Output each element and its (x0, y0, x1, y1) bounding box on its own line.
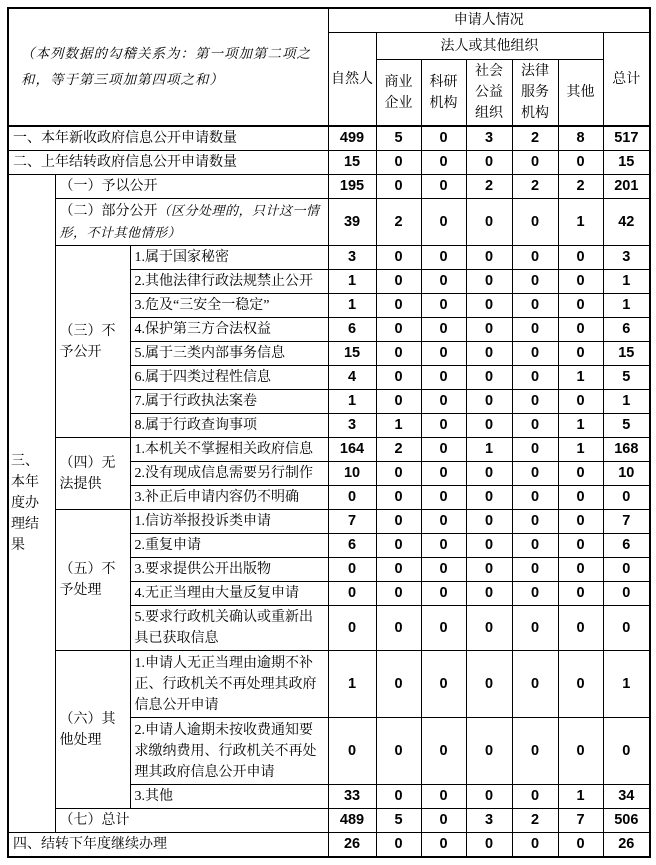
value-cell: 1 (328, 294, 376, 318)
value-cell: 0 (603, 718, 650, 785)
value-cell: 0 (512, 414, 558, 438)
value-cell: 10 (603, 462, 650, 486)
value-cell: 0 (512, 606, 558, 651)
value-cell: 0 (421, 809, 466, 833)
value-cell: 0 (376, 582, 421, 606)
value-cell: 0 (603, 486, 650, 510)
value-cell: 0 (421, 558, 466, 582)
value-cell: 0 (421, 606, 466, 651)
row-label: 7.属于行政执法案卷 (130, 390, 328, 414)
value-cell: 1 (328, 651, 376, 718)
value-cell: 39 (328, 199, 376, 246)
value-cell: 0 (466, 390, 512, 414)
value-cell: 0 (421, 342, 466, 366)
value-cell: 0 (376, 151, 421, 175)
value-cell: 15 (328, 151, 376, 175)
value-cell: 0 (558, 582, 603, 606)
value-cell: 517 (603, 126, 650, 151)
value-cell: 0 (376, 718, 421, 785)
value-cell: 15 (603, 151, 650, 175)
value-cell: 0 (421, 246, 466, 270)
value-cell: 10 (328, 462, 376, 486)
row-label: （一）予以公开 (55, 175, 328, 199)
col-header-applicant-status: 申请人情况 (328, 8, 650, 33)
value-cell: 0 (421, 534, 466, 558)
value-cell: 0 (376, 246, 421, 270)
value-cell: 0 (466, 510, 512, 534)
value-cell: 0 (512, 486, 558, 510)
value-cell: 1 (603, 270, 650, 294)
value-cell: 6 (603, 318, 650, 342)
value-cell: 5 (603, 366, 650, 390)
value-cell: 0 (558, 510, 603, 534)
value-cell: 0 (512, 438, 558, 462)
col-header-legal-org-group: 法人或其他组织 (376, 33, 603, 60)
value-cell: 0 (512, 534, 558, 558)
value-cell: 1 (558, 366, 603, 390)
value-cell: 0 (512, 151, 558, 175)
row-carried-to-next-year (8, 833, 650, 858)
value-cell: 0 (558, 486, 603, 510)
row-label: 1.属于国家秘密 (130, 246, 328, 270)
value-cell: 0 (466, 534, 512, 558)
value-cell: 0 (421, 486, 466, 510)
value-cell: 2 (512, 126, 558, 151)
value-cell: 0 (558, 606, 603, 651)
value-cell: 0 (466, 270, 512, 294)
row-granted-disclosure (8, 175, 650, 199)
value-cell: 0 (466, 342, 512, 366)
value-cell: 4 (328, 366, 376, 390)
value-cell: 15 (328, 342, 376, 366)
value-cell: 0 (466, 558, 512, 582)
row-label: 一、本年新收政府信息公开申请数量 (8, 126, 328, 151)
value-cell: 0 (558, 534, 603, 558)
value-cell: 3 (466, 809, 512, 833)
value-cell: 1 (466, 438, 512, 462)
value-cell: 0 (421, 175, 466, 199)
value-cell: 0 (376, 534, 421, 558)
value-cell: 3 (328, 414, 376, 438)
value-cell: 0 (558, 342, 603, 366)
header-row-1 (8, 8, 650, 33)
row-label (55, 199, 328, 246)
row-label: 3.其他 (130, 785, 328, 809)
value-cell: 0 (421, 462, 466, 486)
value-cell: 0 (421, 390, 466, 414)
value-cell: 42 (603, 199, 650, 246)
value-cell: 1 (603, 294, 650, 318)
value-cell: 0 (512, 270, 558, 294)
row-label: 3.补正后申请内容仍不明确 (130, 486, 328, 510)
row-label: 5.要求行政机关确认或重新出具已获取信息 (130, 606, 328, 651)
value-cell: 6 (603, 534, 650, 558)
row-label: 2.重复申请 (130, 534, 328, 558)
value-cell: 0 (466, 246, 512, 270)
value-cell: 0 (558, 390, 603, 414)
value-cell: 3 (466, 126, 512, 151)
row-subtotal (8, 809, 650, 833)
value-cell: 0 (376, 606, 421, 651)
value-cell: 0 (421, 582, 466, 606)
value-cell: 0 (328, 486, 376, 510)
value-cell: 0 (512, 199, 558, 246)
col-header-social-welfare-org: 社会公益组织 (466, 60, 512, 127)
value-cell: 2 (512, 809, 558, 833)
value-cell: 1 (558, 414, 603, 438)
row-label-main: （二）部分公开 (59, 204, 158, 219)
row-label: 2.其他法律行政法规禁止公开 (130, 270, 328, 294)
value-cell: 0 (376, 510, 421, 534)
value-cell: 0 (376, 833, 421, 858)
value-cell: 164 (328, 438, 376, 462)
value-cell: 0 (466, 366, 512, 390)
value-cell: 1 (558, 785, 603, 809)
value-cell: 26 (328, 833, 376, 858)
row-label-note: （区分处理的，只计这一情形，不计其他情形） (59, 203, 320, 240)
row-label: 二、上年结转政府信息公开申请数量 (8, 151, 328, 175)
value-cell: 34 (603, 785, 650, 809)
category-label-not-processed: （五）不予处理 (55, 510, 130, 651)
value-cell: 0 (421, 366, 466, 390)
value-cell: 0 (466, 151, 512, 175)
value-cell: 0 (421, 718, 466, 785)
row-overdue-no-correction (8, 651, 650, 718)
value-cell: 5 (376, 126, 421, 151)
value-cell: 0 (376, 486, 421, 510)
value-cell: 2 (512, 175, 558, 199)
row-label: 1.本机关不掌握相关政府信息 (130, 438, 328, 462)
value-cell: 0 (376, 342, 421, 366)
value-cell: 0 (376, 785, 421, 809)
category-label-refused-disclosure: （三）不予公开 (55, 246, 130, 438)
value-cell: 0 (376, 270, 421, 294)
value-cell: 0 (603, 606, 650, 651)
value-cell: 3 (328, 246, 376, 270)
row-carried-over-from-last-year (8, 151, 650, 175)
value-cell: 0 (466, 414, 512, 438)
value-cell: 0 (512, 366, 558, 390)
row-label: 3.危及“三安全一稳定” (130, 294, 328, 318)
value-cell: 1 (603, 651, 650, 718)
value-cell: 0 (558, 651, 603, 718)
value-cell: 0 (421, 510, 466, 534)
value-cell: 0 (512, 342, 558, 366)
row-partial-disclosure (8, 199, 650, 246)
row-label: 8.属于行政查询事项 (130, 414, 328, 438)
value-cell: 0 (558, 833, 603, 858)
value-cell: 7 (328, 510, 376, 534)
value-cell: 0 (421, 151, 466, 175)
value-cell: 0 (466, 718, 512, 785)
value-cell: 0 (512, 390, 558, 414)
value-cell: 2 (376, 438, 421, 462)
col-header-other: 其他 (558, 60, 603, 127)
value-cell: 0 (603, 582, 650, 606)
value-cell: 1 (558, 438, 603, 462)
value-cell: 0 (376, 175, 421, 199)
value-cell: 26 (603, 833, 650, 858)
row-info-not-held (8, 438, 650, 462)
value-cell: 168 (603, 438, 650, 462)
value-cell: 201 (603, 175, 650, 199)
row-petition-complaint-requests (8, 510, 650, 534)
value-cell: 0 (512, 558, 558, 582)
value-cell: 2 (558, 175, 603, 199)
col-header-natural-person: 自然人 (328, 33, 376, 127)
value-cell: 0 (421, 270, 466, 294)
row-label: 4.保护第三方合法权益 (130, 318, 328, 342)
value-cell: 195 (328, 175, 376, 199)
value-cell: 0 (512, 318, 558, 342)
col-header-commercial-enterprise: 商业企业 (376, 60, 421, 127)
row-label: 6.属于四类过程性信息 (130, 366, 328, 390)
value-cell: 0 (558, 294, 603, 318)
col-header-legal-service-org: 法律服务机构 (512, 60, 558, 127)
gov-info-disclosure-requests-table (7, 7, 651, 858)
value-cell: 0 (558, 318, 603, 342)
value-cell: 0 (466, 462, 512, 486)
value-cell: 0 (512, 510, 558, 534)
value-cell: 1 (603, 390, 650, 414)
value-cell: 0 (558, 462, 603, 486)
value-cell: 506 (603, 809, 650, 833)
value-cell: 0 (421, 785, 466, 809)
value-cell: 0 (558, 558, 603, 582)
row-label: 3.要求提供公开出版物 (130, 558, 328, 582)
value-cell: 0 (603, 558, 650, 582)
category-label-unable-to-provide: （四）无法提供 (55, 438, 130, 510)
value-cell: 0 (466, 606, 512, 651)
value-cell: 0 (421, 414, 466, 438)
category-label-other-processing: （六）其他处理 (55, 651, 130, 809)
value-cell: 8 (558, 126, 603, 151)
value-cell: 0 (421, 126, 466, 151)
value-cell: 0 (376, 390, 421, 414)
value-cell: 0 (421, 318, 466, 342)
row-label: 2.没有现成信息需要另行制作 (130, 462, 328, 486)
value-cell: 0 (558, 270, 603, 294)
value-cell: 2 (466, 175, 512, 199)
row-label: 2.申请人逾期未按收费通知要求缴纳费用、行政机关不再处理其政府信息公开申请 (130, 718, 328, 785)
value-cell: 15 (603, 342, 650, 366)
value-cell: 0 (328, 606, 376, 651)
value-cell: 0 (328, 718, 376, 785)
value-cell: 3 (603, 246, 650, 270)
value-cell: 499 (328, 126, 376, 151)
value-cell: 0 (376, 651, 421, 718)
value-cell: 0 (466, 833, 512, 858)
value-cell: 0 (512, 246, 558, 270)
value-cell: 0 (512, 833, 558, 858)
row-label: 5.属于三类内部事务信息 (130, 342, 328, 366)
row-label: 四、结转下年度继续办理 (8, 833, 328, 858)
value-cell: 0 (558, 718, 603, 785)
value-cell: 6 (328, 534, 376, 558)
value-cell: 0 (376, 462, 421, 486)
value-cell: 0 (466, 199, 512, 246)
row-state-secret (8, 246, 650, 270)
value-cell: 1 (328, 270, 376, 294)
value-cell: 2 (376, 199, 421, 246)
value-cell: 0 (328, 558, 376, 582)
value-cell: 0 (376, 558, 421, 582)
value-cell: 489 (328, 809, 376, 833)
value-cell: 5 (603, 414, 650, 438)
value-cell: 1 (376, 414, 421, 438)
value-cell: 0 (466, 651, 512, 718)
value-cell: 0 (466, 486, 512, 510)
value-cell: 1 (558, 199, 603, 246)
value-cell: 1 (328, 390, 376, 414)
reconciliation-note: （本列数据的勾稽关系为：第一项加第二项之和，等于第三项加第四项之和） (8, 8, 328, 126)
value-cell: 0 (421, 199, 466, 246)
value-cell: 0 (512, 785, 558, 809)
value-cell: 0 (512, 462, 558, 486)
row-label: （七）总计 (55, 809, 328, 833)
col-header-total: 总计 (603, 33, 650, 127)
value-cell: 0 (421, 833, 466, 858)
value-cell: 0 (558, 246, 603, 270)
value-cell: 0 (512, 718, 558, 785)
value-cell: 0 (512, 651, 558, 718)
value-cell: 0 (466, 785, 512, 809)
value-cell: 0 (466, 318, 512, 342)
value-cell: 0 (376, 294, 421, 318)
value-cell: 33 (328, 785, 376, 809)
col-header-research-institution: 科研机构 (421, 60, 466, 127)
value-cell: 0 (466, 582, 512, 606)
row-label: 4.无正当理由大量反复申请 (130, 582, 328, 606)
value-cell: 7 (558, 809, 603, 833)
value-cell: 0 (421, 294, 466, 318)
row-new-requests (8, 126, 650, 151)
value-cell: 0 (558, 151, 603, 175)
value-cell: 6 (328, 318, 376, 342)
value-cell: 0 (421, 438, 466, 462)
value-cell: 0 (421, 651, 466, 718)
value-cell: 5 (376, 809, 421, 833)
group-label-annual-results: 三、本年度办理结果 (8, 175, 55, 833)
value-cell: 0 (376, 318, 421, 342)
value-cell: 0 (512, 582, 558, 606)
value-cell: 7 (603, 510, 650, 534)
value-cell: 0 (466, 294, 512, 318)
value-cell: 0 (376, 366, 421, 390)
value-cell: 0 (328, 582, 376, 606)
row-label: 1.申请人无正当理由逾期不补正、行政机关不再处理其政府信息公开申请 (130, 651, 328, 718)
row-label: 1.信访举报投诉类申请 (130, 510, 328, 534)
value-cell: 0 (512, 294, 558, 318)
